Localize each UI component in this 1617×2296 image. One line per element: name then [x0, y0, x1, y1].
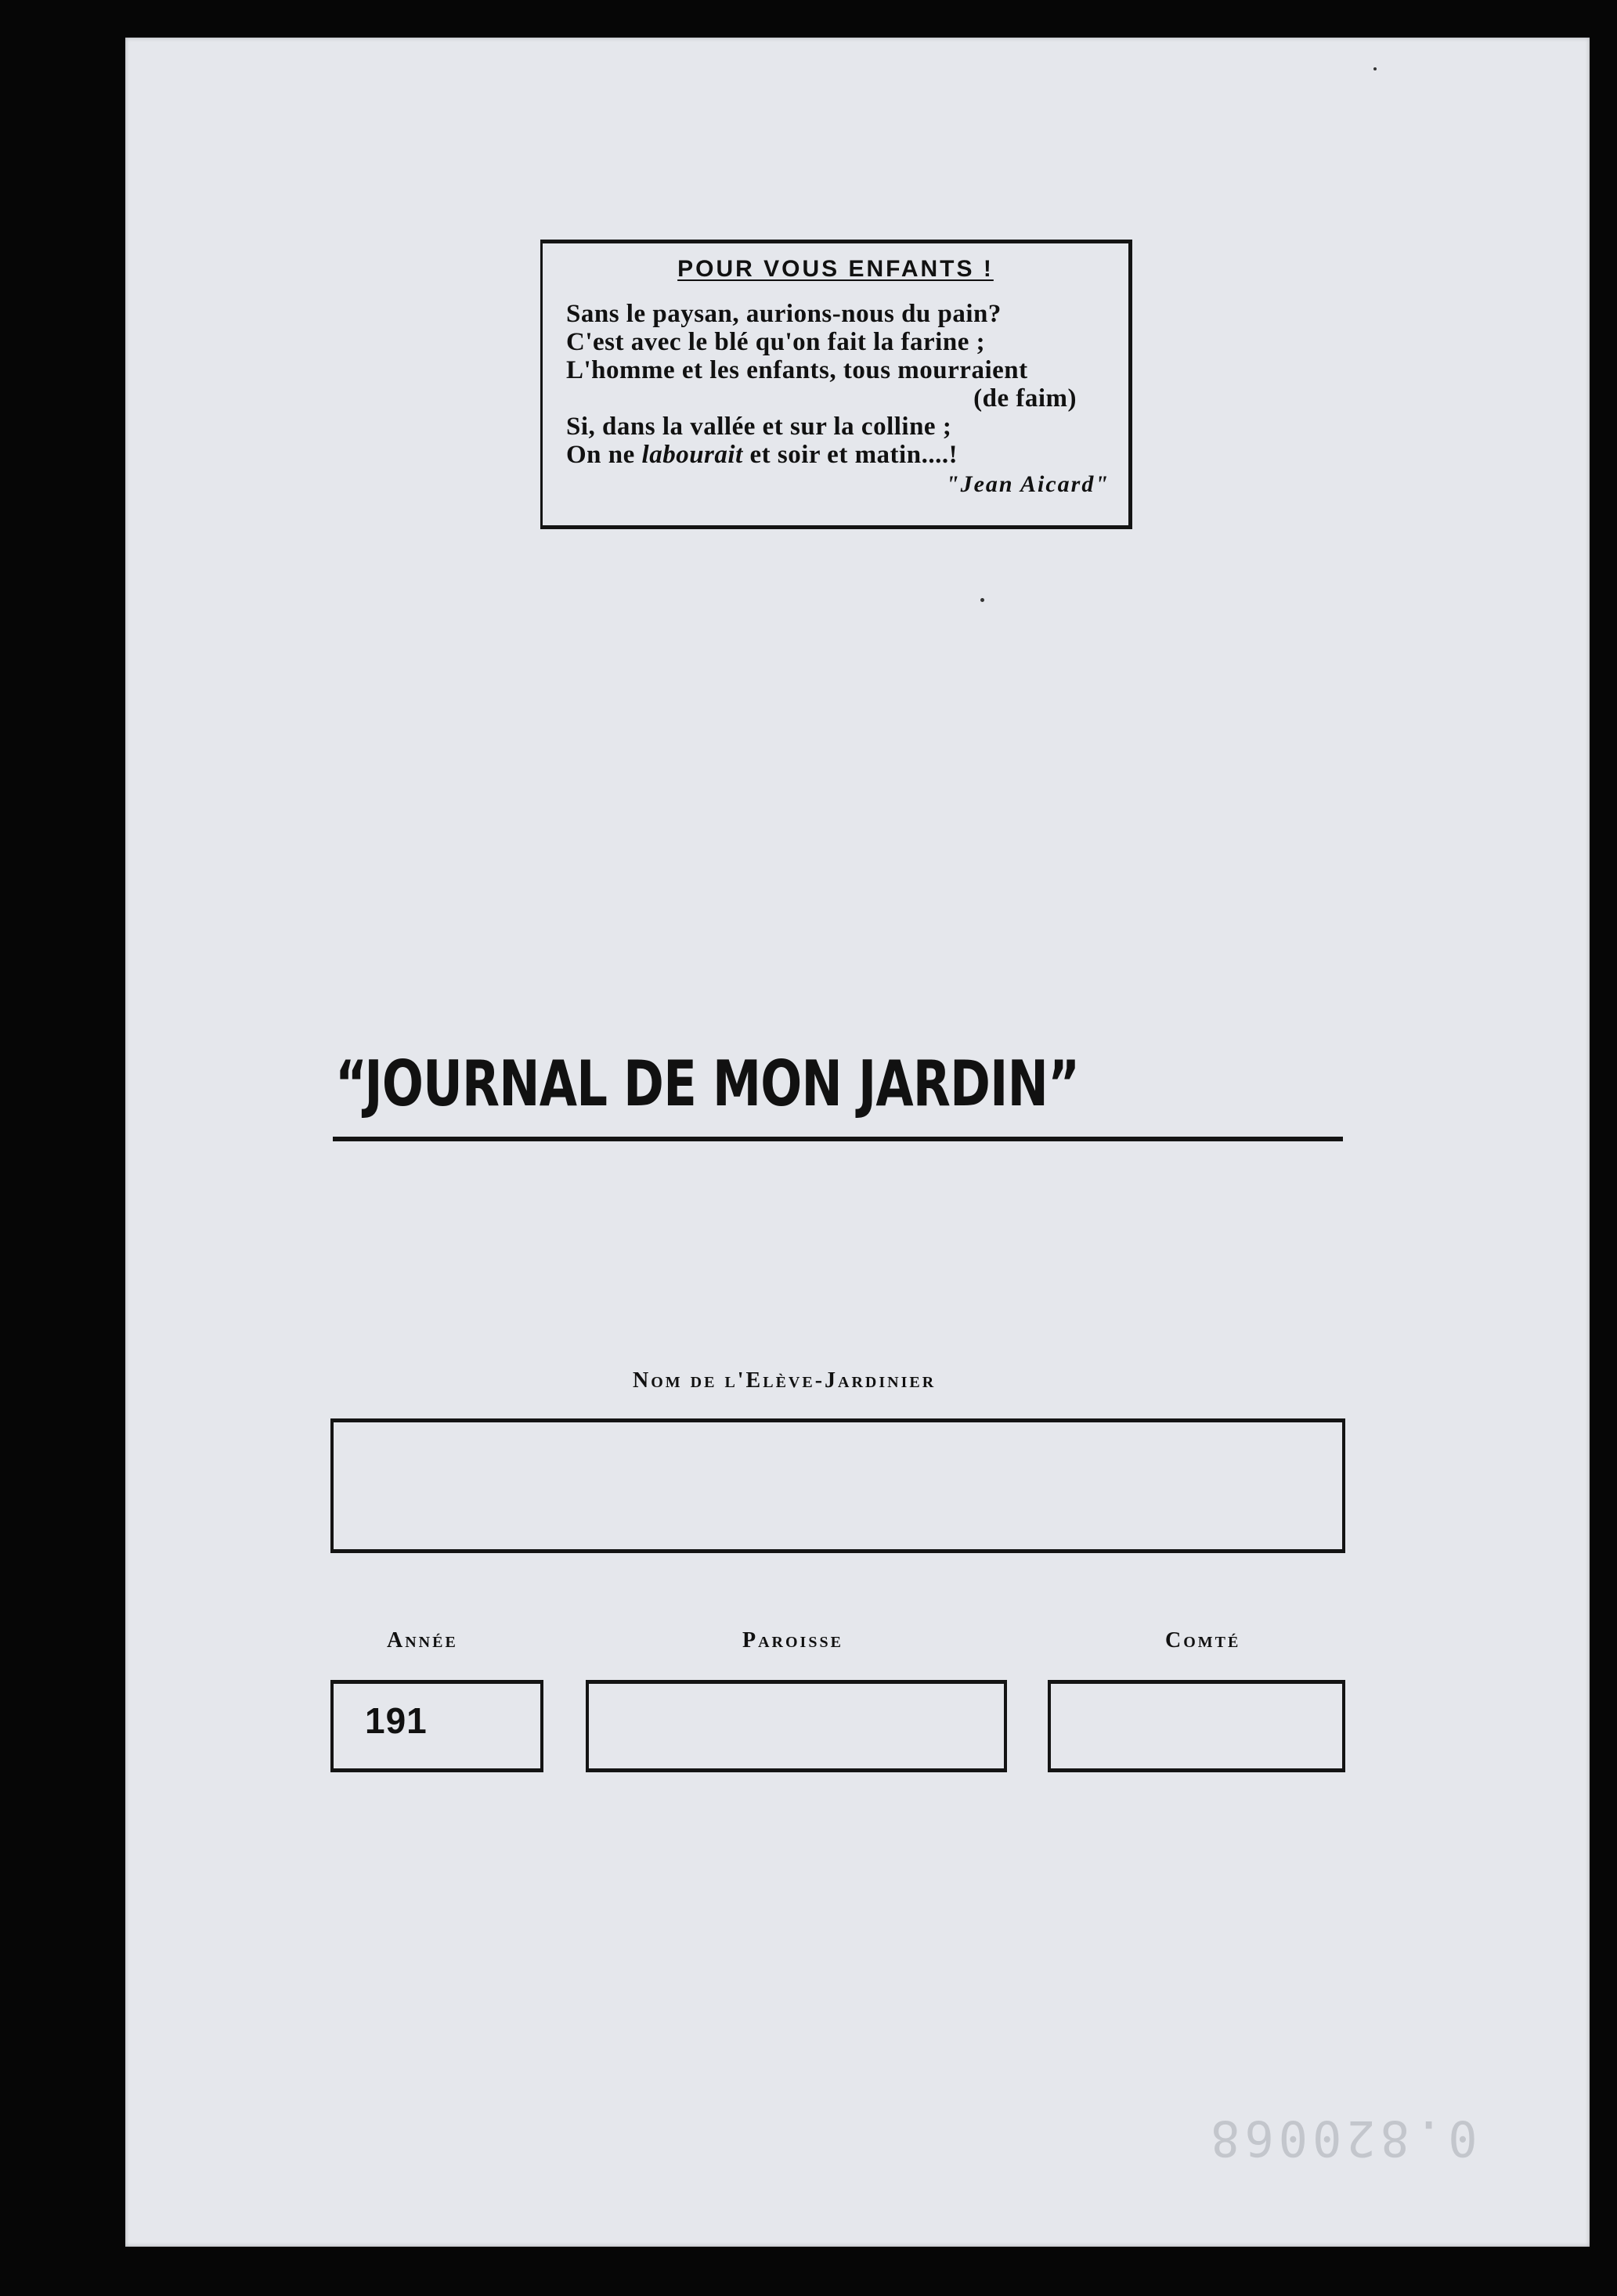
poem-box — [540, 240, 1132, 529]
journal-title: “JOURNAL DE MON JARDIN” — [335, 1047, 1080, 1120]
parish-label: Paroisse — [742, 1628, 843, 1653]
poem-line-1: Sans le paysan, aurions-nous du pain? — [566, 300, 1002, 328]
year-value: 191 — [365, 1700, 428, 1741]
poem-line-2: C'est avec le blé qu'on fait la farine ; — [566, 328, 986, 356]
speck-mark — [980, 598, 984, 602]
speck-mark — [1373, 67, 1377, 70]
county-label: Comté — [1165, 1628, 1241, 1653]
archive-stamp: 0.820068 — [1206, 2110, 1478, 2167]
poem-line-5: Si, dans la vallée et sur la colline ; — [566, 413, 952, 441]
parish-field[interactable] — [586, 1680, 1007, 1772]
poem-line-6-italic: labourait — [641, 441, 743, 469]
poem-line-6-start: On ne — [566, 441, 635, 469]
year-field[interactable] — [330, 1680, 543, 1772]
poem-heading: POUR VOUS ENFANTS ! — [677, 256, 994, 282]
poem-line-6 — [566, 441, 1110, 469]
county-field[interactable] — [1048, 1680, 1345, 1772]
poem-line-6-end: et soir et matin....! — [749, 441, 958, 469]
title-underline — [333, 1137, 1343, 1141]
student-name-label: Nom de l'Elève-Jardinier — [633, 1368, 937, 1393]
poem-author: "Jean Aicard" — [945, 471, 1110, 497]
poem-lines — [566, 300, 1110, 499]
poem-line-3: L'homme et les enfants, tous mourraient — [566, 356, 1028, 384]
journal-cover-page — [125, 38, 1590, 2247]
poem-line-4: (de faim) — [973, 384, 1077, 413]
year-label: Année — [387, 1628, 458, 1653]
student-name-field[interactable] — [330, 1418, 1345, 1553]
